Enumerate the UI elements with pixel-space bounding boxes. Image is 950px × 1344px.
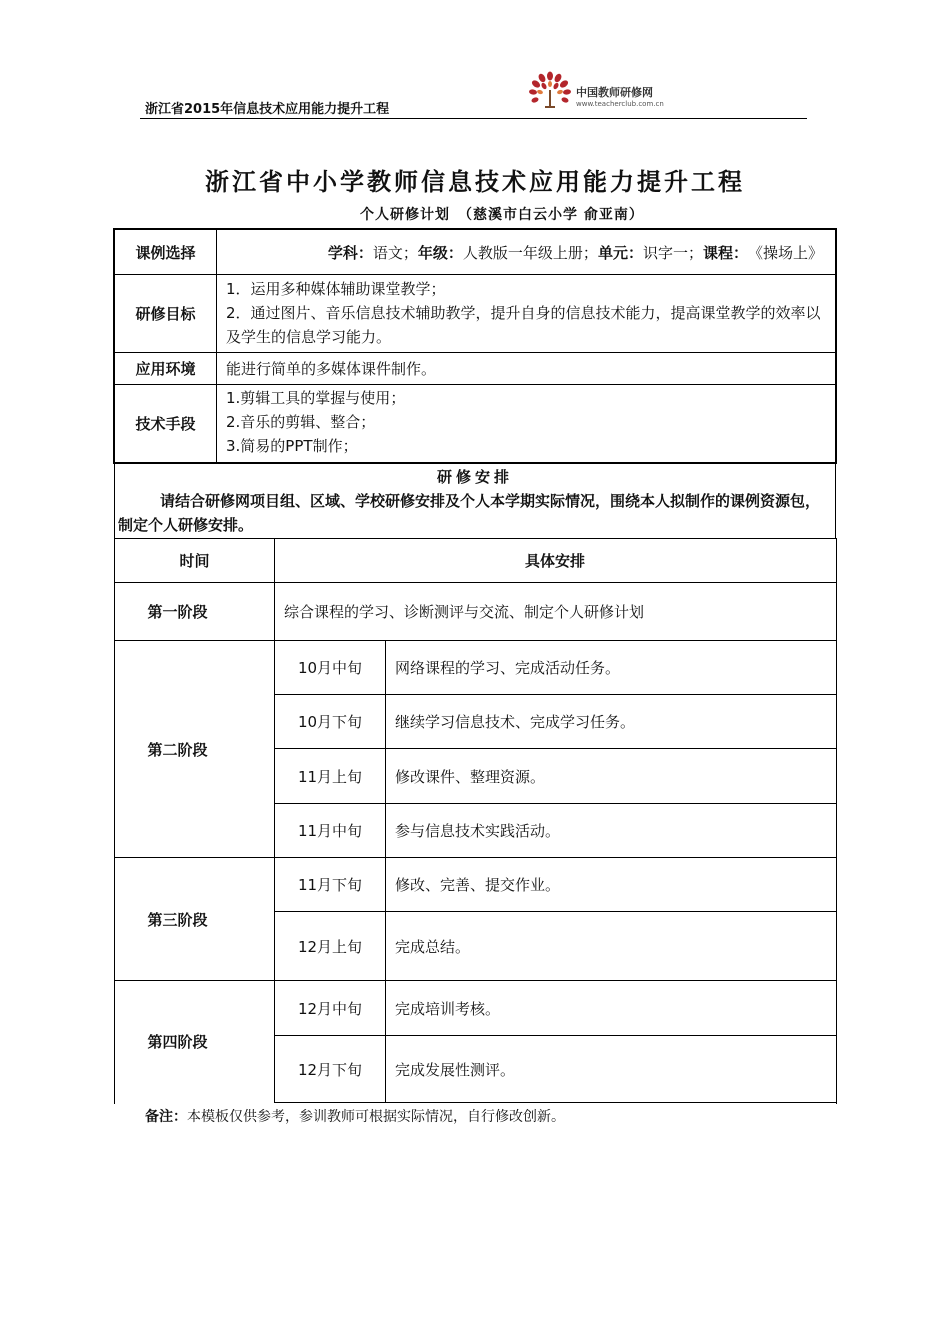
logo-name: 中国教师研修网 bbox=[576, 86, 653, 99]
goal-line-1: 1．运用多种媒体辅助课堂教学； bbox=[226, 280, 446, 298]
subject-key: 学科： bbox=[327, 243, 373, 262]
footnote bbox=[145, 1106, 565, 1126]
stage4-row2-time: 12月下旬 bbox=[297, 1060, 363, 1079]
grade-key: 年级： bbox=[417, 243, 463, 262]
stage3-row2-time: 12月上旬 bbox=[297, 937, 363, 956]
col-time-header: 时间 bbox=[179, 552, 210, 570]
leaf-tree-icon bbox=[528, 70, 574, 116]
stage3-name: 第三阶段 bbox=[147, 910, 208, 929]
arrangement-heading: 研修安排 bbox=[436, 468, 513, 486]
tech-label: 技术手段 bbox=[135, 415, 196, 433]
tech-line-1: 1.剪辑工具的掌握与使用； bbox=[226, 389, 406, 407]
stage2-row1-task: 网络课程的学习、完成活动任务。 bbox=[395, 659, 621, 677]
teacherclub-logo bbox=[528, 70, 688, 116]
env-detail: 能进行简单的多媒体课件制作。 bbox=[226, 359, 437, 378]
stage3-row1-time: 11月下旬 bbox=[297, 876, 363, 894]
stage2-row3-time: 11月上旬 bbox=[297, 767, 363, 786]
stage2-row2-task: 继续学习信息技术、完成学习任务。 bbox=[395, 713, 636, 731]
header-divider bbox=[140, 118, 807, 119]
stage3-row2-task: 完成总结。 bbox=[395, 937, 471, 956]
row-divider bbox=[114, 384, 836, 385]
stage3-row1-task: 修改、完善、提交作业。 bbox=[395, 876, 561, 894]
stage2-row4-time: 11月中旬 bbox=[297, 822, 363, 840]
goal-label: 研修目标 bbox=[135, 305, 196, 323]
row-divider bbox=[274, 1102, 837, 1103]
stage2-row4-task: 参与信息技术实践活动。 bbox=[395, 822, 561, 840]
stage4-row2-task: 完成发展性测评。 bbox=[395, 1060, 516, 1079]
page-subtitle: 个人研修计划 （慈溪市白云小学 俞亚南） bbox=[360, 207, 644, 223]
course-detail bbox=[217, 230, 835, 274]
row-divider bbox=[114, 274, 836, 275]
env-label: 应用环境 bbox=[135, 360, 196, 378]
tech-detail bbox=[217, 386, 833, 462]
logo-url: www.teacherclub.com.cn bbox=[576, 100, 664, 108]
lesson-key: 课程： bbox=[702, 243, 748, 262]
col-detail-header: 具体安排 bbox=[524, 552, 585, 570]
stage2-row1-time: 10月中旬 bbox=[297, 659, 363, 677]
grade-value: 人教版一年级上册； bbox=[462, 243, 598, 262]
header-project-text: 浙江省2015年信息技术应用能力提升工程 bbox=[145, 102, 390, 117]
goal-line-2: 2．通过图片、音乐信息技术辅助教学，提升自身的信息技术能力，提高课堂教学的效率以及学生的信息学习能力。 bbox=[226, 304, 821, 346]
unit-key: 单元： bbox=[597, 243, 643, 262]
stage4-row1-time: 12月中旬 bbox=[297, 999, 363, 1018]
page-title: 浙江省中小学教师信息技术应用能力提升工程 bbox=[205, 167, 745, 196]
stage4-row1-task: 完成培训考核。 bbox=[395, 999, 501, 1018]
footnote-label: 备注： bbox=[145, 1109, 187, 1125]
stage2-row2-time: 10月下旬 bbox=[297, 713, 363, 731]
tech-line-2: 2.音乐的剪辑、整合； bbox=[226, 413, 376, 431]
subject-value: 语文； bbox=[372, 243, 418, 262]
goal-detail bbox=[217, 277, 833, 352]
stage2-row3-task: 修改课件、整理资源。 bbox=[395, 767, 546, 786]
col-divider bbox=[385, 640, 386, 1102]
stage2-name: 第二阶段 bbox=[147, 740, 208, 759]
arrangement-instruction: 请结合研修网项目组、区域、学校研修安排及个人本学期实际情况，围绕本人拟制作的课例资源包，制定个人研修安排。 bbox=[118, 492, 821, 534]
tech-line-3: 3.简易的PPT制作； bbox=[226, 437, 358, 455]
stage1-name: 第一阶段 bbox=[147, 603, 208, 621]
lesson-value: 《操场上》 bbox=[747, 243, 823, 262]
unit-value: 识字一； bbox=[642, 243, 703, 262]
stage1-text: 综合课程的学习、诊断测评与交流、制定个人研修计划 bbox=[284, 603, 645, 621]
stage4-name: 第四阶段 bbox=[147, 1033, 208, 1051]
col-divider bbox=[274, 582, 275, 640]
footnote-text: 本模板仅供参考，参训教师可根据实际情况，自行修改创新。 bbox=[187, 1109, 565, 1125]
course-label: 课例选择 bbox=[135, 243, 196, 262]
